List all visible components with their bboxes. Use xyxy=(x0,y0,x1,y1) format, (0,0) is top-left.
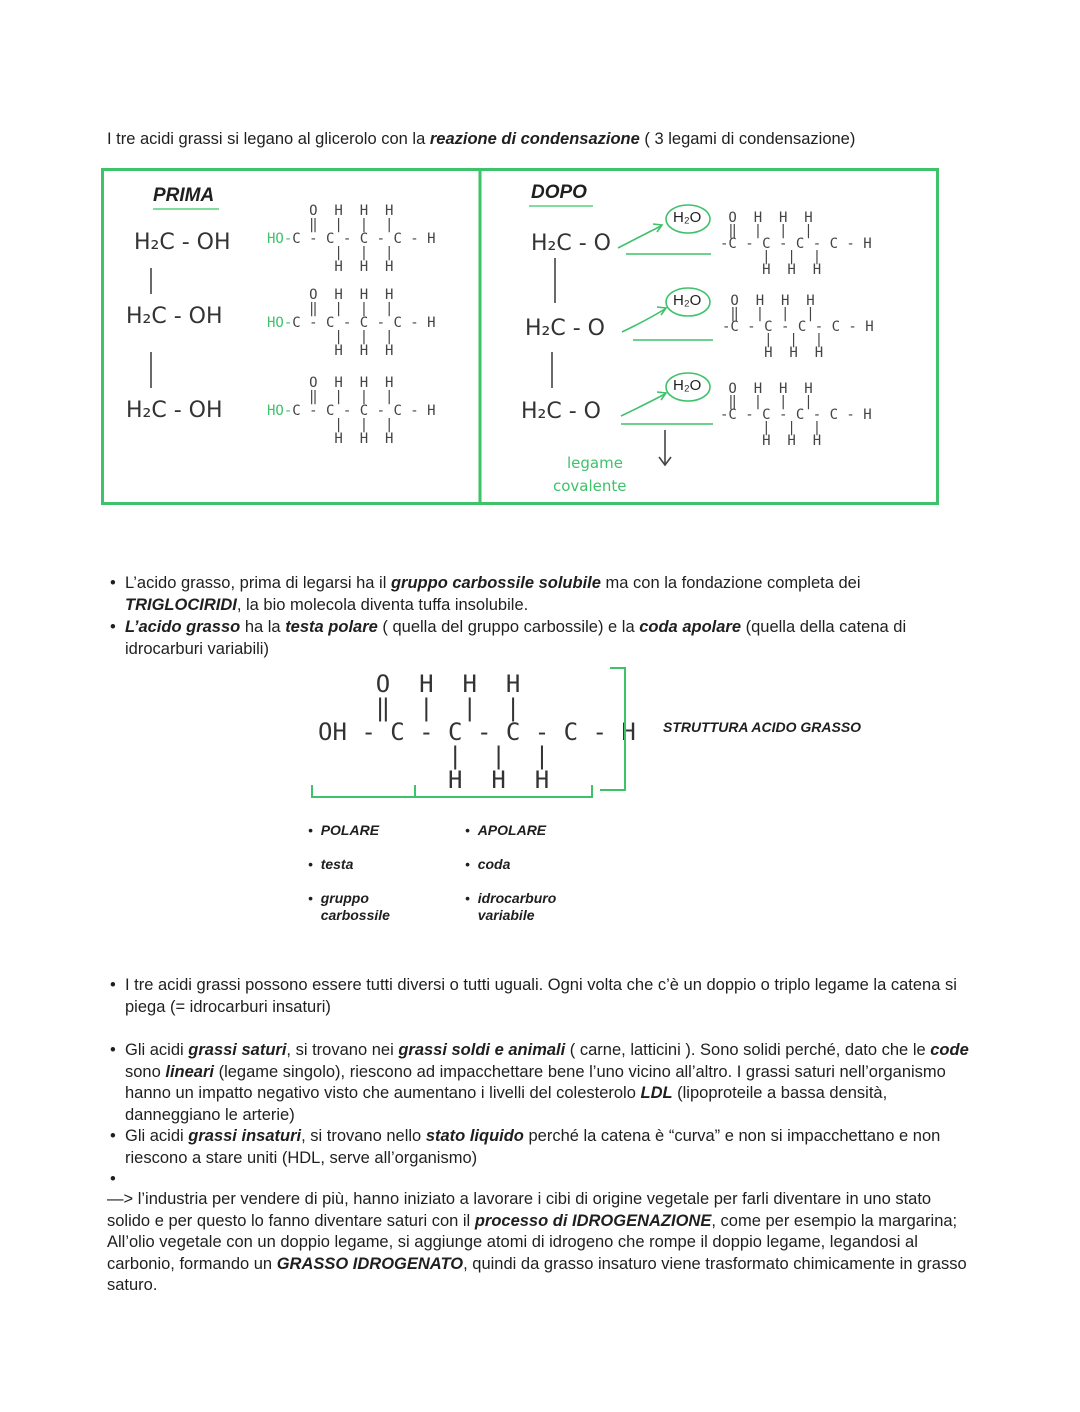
b2-bold3: coda apolare xyxy=(639,618,742,636)
b5-mid: , si trovano nello xyxy=(301,1127,426,1145)
b4-bold1: grassi saturi xyxy=(188,1041,287,1059)
acid-prefix: HO- xyxy=(267,231,293,247)
acid-prefix: HO- xyxy=(267,315,293,331)
apolar-tail-row: • coda xyxy=(465,856,511,872)
fatty-acid-after-2: O H H H ‖ | | | -C - C - C - C - H | | | H H H xyxy=(722,293,874,361)
b4-bold2: grassi soldi e animali xyxy=(398,1041,566,1059)
apolar-chain: idrocarburo variabile xyxy=(477,890,557,923)
bullet-5-text xyxy=(125,1126,985,1169)
bullet-dot: • xyxy=(110,618,116,636)
b1-mid: ma con la fondazione completa dei xyxy=(600,574,861,592)
b2-bold1: L’acido grasso xyxy=(125,618,241,636)
water-arrows xyxy=(618,224,713,424)
glycerol-after-2: H₂C - O xyxy=(525,316,605,341)
bullet-2-text xyxy=(125,617,970,660)
polar-bracket xyxy=(312,785,415,797)
intro-sentence xyxy=(107,129,1007,151)
acid-prefix: HO- xyxy=(267,403,293,419)
glycerol-before-1: H₂C - OH xyxy=(134,230,231,255)
polar-title: POLARE xyxy=(320,822,380,838)
polar-title-row: • POLARE xyxy=(308,822,380,838)
b5-post: perché la catena è “curva” e non si impacchettano e non riescono a stare uniti (HDL, serve all’organismo) xyxy=(125,1127,941,1167)
final-mid: , come per esempio la margarina; All’olio vegetale con un doppio legame, si aggiunge atomi di idrogeno che rompe il doppio legame, legandosi al carbonio, formando un xyxy=(107,1211,958,1273)
structure-brackets xyxy=(305,660,635,805)
b1-bold1: gruppo carbossile solubile xyxy=(390,574,601,592)
fatty-acid-after-3: O H H H ‖ | | | -C - C - C - C - H | | | H H H xyxy=(720,381,872,449)
final-post: , quindi da grasso insaturo viene trasformato chimicamente in grasso saturo. xyxy=(107,1254,967,1294)
bond-label-1: legame xyxy=(567,454,623,472)
b2-mid2: ( quella del gruppo carbossile) e la xyxy=(377,618,640,636)
bullet-1-text xyxy=(125,573,965,616)
b2-bold2: testa polare xyxy=(285,618,378,636)
intro-bold: reazione di condensazione xyxy=(429,130,640,148)
b1-post: , la bio molecola diventa tuffa insolubile. xyxy=(236,595,529,614)
b1-bold2: TRIGLOCIRIDI xyxy=(125,595,237,614)
bullet-dot: • xyxy=(110,1170,116,1188)
b5-bold1: grassi insaturi xyxy=(188,1127,302,1145)
bullet-dot: • xyxy=(110,976,116,994)
b4-mid3: sono xyxy=(125,1062,166,1081)
bullet-dot: • xyxy=(110,574,116,592)
final-bold2: GRASSO IDROGENATO xyxy=(276,1254,464,1273)
polar-head-row: • testa xyxy=(308,856,354,872)
intro-text-end: ( 3 legami di condensazione) xyxy=(639,130,856,148)
fatty-acid-before-3: O H H H ‖ | | | HO-C - C - C - C - H | | | H H H xyxy=(267,375,436,447)
bond-label-2: covalente xyxy=(553,477,627,495)
b4-bold3: code xyxy=(930,1041,969,1059)
water-label-2: H₂O xyxy=(673,292,702,309)
apolar-title-row: • APOLARE xyxy=(465,822,547,838)
glycerol-before-3: H₂C - OH xyxy=(126,398,223,423)
b5-pre: Gli acidi xyxy=(125,1127,189,1145)
b2-post: (quella della catena di idrocarburi variabili) xyxy=(125,618,907,658)
apolar-bracket xyxy=(409,785,592,797)
polar-column xyxy=(308,822,458,924)
apolar-column xyxy=(465,822,615,924)
bullet-dot: • xyxy=(110,1041,116,1059)
intro-text: I tre acidi grassi si legano al glicerolo con la xyxy=(107,130,430,148)
b5-bold2: stato liquido xyxy=(425,1127,524,1145)
b1-pre: L’acido grasso, prima di legarsi ha il xyxy=(125,574,391,592)
b4-mid4: (legame singolo), riescono ad impacchettare bene l’uno vicino all’altro. I grassi saturi nell’organismo hanno un impatto negativo visto che aumentano i livelli del colesterolo xyxy=(125,1062,946,1102)
after-title: DOPO xyxy=(531,182,587,203)
b2-mid: ha la xyxy=(240,618,286,636)
glycerol-after-1: H₂C - O xyxy=(531,231,611,256)
structure-label: STRUTTURA ACIDO GRASSO xyxy=(663,719,862,735)
polar-group-row: • gruppo carbossile xyxy=(308,890,458,924)
glycerol-after-3: H₂C - O xyxy=(521,399,601,424)
apolar-tail: coda xyxy=(477,856,511,872)
b4-pre: Gli acidi xyxy=(125,1041,189,1059)
b4-bold4: lineari xyxy=(165,1062,214,1081)
polar-group: gruppo carbossile xyxy=(320,890,390,923)
final-paragraph xyxy=(107,1189,977,1297)
fatty-acid-structure: O H H H ‖ | | | OH - C - C - C - C - H | | | H H H xyxy=(318,670,636,794)
bullet-dot: • xyxy=(110,1127,116,1145)
final-bold1: processo di IDROGENAZIONE xyxy=(474,1211,712,1230)
b4-bold5: LDL xyxy=(640,1084,673,1102)
b4-post: (lipoproteile a bassa densità, danneggiano le arterie) xyxy=(125,1084,888,1124)
glycerol-before-2: H₂C - OH xyxy=(126,304,223,329)
b4-mid: , si trovano nei xyxy=(286,1041,399,1059)
polar-head: testa xyxy=(320,856,354,872)
fatty-acid-after-1: O H H H ‖ | | | -C - C - C - C - H | | | H H H xyxy=(720,210,872,278)
b4-mid2: ( carne, latticini ). Sono solidi perché, dato che le xyxy=(565,1041,931,1059)
reaction-diagram xyxy=(101,168,939,505)
water-label-1: H₂O xyxy=(673,209,702,226)
molecule-bracket xyxy=(600,668,625,790)
bullet-3-text: I tre acidi grassi possono essere tutti diversi o tutti uguali. Ogni volta che c’è un doppio o triplo legame la catena si piega (= idrocarburi insaturi) xyxy=(125,976,957,1016)
apolar-chain-row: • idrocarburo variabile xyxy=(465,890,615,924)
water-label-3: H₂O xyxy=(673,377,702,394)
apolar-title: APOLARE xyxy=(477,822,547,838)
fatty-acid-before-2: O H H H ‖ | | | HO-C - C - C - C - H | | | H H H xyxy=(267,287,436,359)
bullet-4-text xyxy=(125,1040,975,1126)
final-pre: —> l’industria per vendere di più, hanno iniziato a lavorare i cibi di origine vegetale per farli diventare in uno stato solido e per questo lo fanno diventare saturi con il xyxy=(107,1190,932,1230)
before-title: PRIMA xyxy=(153,185,215,206)
fatty-acid-before-1: O H H H ‖ | | | HO-C - C - C - C - H | | | H H H xyxy=(267,203,436,275)
